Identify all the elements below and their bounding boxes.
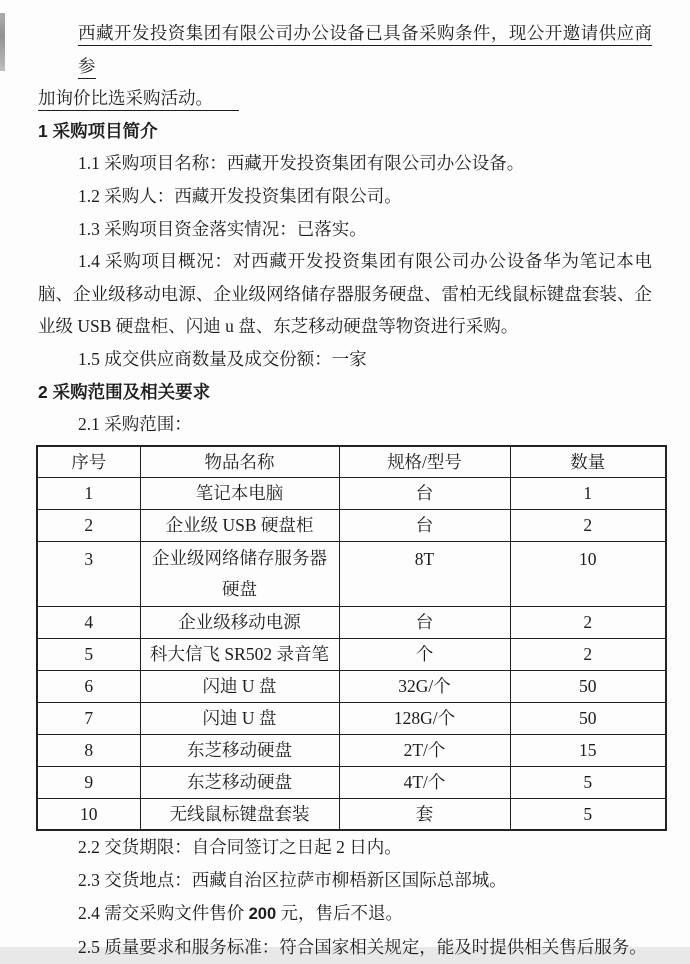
cell-spec: 2T/个 bbox=[339, 734, 510, 766]
table-row bbox=[37, 638, 666, 670]
cell-item: 企业级移动电源 bbox=[140, 606, 339, 638]
scan-artifact bbox=[0, 13, 5, 71]
cell-serial: 5 bbox=[37, 638, 140, 670]
procurement-scope-table bbox=[36, 445, 667, 832]
cell-item: 企业级 USB 硬盘柜 bbox=[140, 509, 339, 541]
cell-quantity: 15 bbox=[510, 734, 666, 766]
intro-line-2-text: 加询价比选采购活动。 bbox=[38, 88, 239, 111]
item-1-2: 1.2 采购人：西藏开发投资集团有限公司。 bbox=[78, 185, 402, 206]
item-1-4-line-2: 脑、企业级移动电源、企业级网络储存器服务硬盘、雷柏无线鼠标键盘套装、企 bbox=[38, 283, 652, 304]
item-1-3: 1.3 采购项目资金落实情况：已落实。 bbox=[78, 218, 367, 239]
item-1-4-line-3: 业级 USB 硬盘柜、闪迪 u 盘、东芝移动硬盘等物资进行采购。 bbox=[38, 316, 519, 337]
cell-item: 无线鼠标键盘套装 bbox=[140, 798, 339, 830]
cell-spec: 台 bbox=[339, 509, 510, 541]
cell-spec: 4T/个 bbox=[339, 766, 510, 798]
cell-quantity: 1 bbox=[510, 477, 666, 509]
cell-serial: 8 bbox=[37, 734, 140, 766]
item-2-2: 2.2 交货期限：自合同签订之日起 2 日内。 bbox=[78, 837, 402, 858]
cell-spec: 个 bbox=[339, 638, 510, 670]
cell-spec: 128G/个 bbox=[339, 702, 510, 734]
cell-item: 东芝移动硬盘 bbox=[140, 734, 339, 766]
col-header-quantity: 数量 bbox=[510, 446, 666, 478]
intro-line-1 bbox=[38, 17, 652, 82]
item-1-5: 1.5 成交供应商数量及成交份额：一家 bbox=[78, 348, 367, 369]
table-header-row bbox=[37, 446, 666, 478]
cell-spec: 台 bbox=[339, 477, 510, 509]
item-2-4 bbox=[38, 897, 652, 931]
table-row bbox=[37, 798, 666, 830]
item-2-5: 2.5 质量要求和服务标准：符合国家相关规定，能及时提供相关售后服务。 bbox=[78, 937, 647, 958]
section2-heading: 2 采购范围及相关要求 bbox=[38, 381, 211, 402]
table-row bbox=[37, 702, 666, 734]
intro-line-1-text: 西藏开发投资集团有限公司办公设备已具备采购条件，现公开邀请供应商参 bbox=[78, 23, 652, 79]
item-2-4-price: 200 bbox=[248, 905, 277, 924]
table-row bbox=[37, 670, 666, 702]
table-row bbox=[37, 541, 666, 606]
cell-serial: 3 bbox=[37, 541, 140, 606]
cell-quantity: 50 bbox=[510, 670, 666, 702]
section1-heading: 1 采购项目简介 bbox=[38, 120, 158, 141]
cell-item bbox=[140, 541, 339, 606]
col-header-item: 物品名称 bbox=[140, 446, 339, 478]
cell-serial: 2 bbox=[37, 509, 140, 541]
intro-line-2 bbox=[38, 82, 652, 115]
cell-serial: 4 bbox=[37, 606, 140, 638]
cell-quantity: 2 bbox=[510, 606, 666, 638]
item-2-1: 2.1 采购范围： bbox=[78, 414, 192, 435]
table-row bbox=[37, 509, 666, 541]
col-header-spec: 规格/型号 bbox=[339, 446, 510, 478]
item-2-4-prefix: 2.4 需交采购文件售价 bbox=[78, 903, 249, 924]
cell-quantity: 5 bbox=[510, 798, 666, 830]
table-row bbox=[37, 477, 666, 509]
table-row bbox=[37, 766, 666, 798]
cell-item: 东芝移动硬盘 bbox=[140, 766, 339, 798]
cell-spec: 套 bbox=[339, 798, 510, 830]
item-2-4-suffix: 元，售后不退。 bbox=[276, 903, 404, 924]
cell-item: 科大信飞 SR502 录音笔 bbox=[140, 638, 339, 670]
cell-serial: 6 bbox=[37, 670, 140, 702]
table-row bbox=[37, 606, 666, 638]
cell-serial: 1 bbox=[37, 477, 140, 509]
item-2-3: 2.3 交货地点：西藏自治区拉萨市柳梧新区国际总部城。 bbox=[78, 870, 507, 891]
table-row bbox=[37, 734, 666, 766]
cell-spec: 32G/个 bbox=[339, 670, 510, 702]
cell-spec: 台 bbox=[339, 606, 510, 638]
cell-quantity: 5 bbox=[510, 766, 666, 798]
cell-item: 笔记本电脑 bbox=[140, 477, 339, 509]
cell-quantity: 50 bbox=[510, 702, 666, 734]
cell-quantity: 2 bbox=[510, 638, 666, 670]
cell-item: 闪迪 U 盘 bbox=[140, 670, 339, 702]
cell-spec: 8T bbox=[339, 541, 510, 606]
col-header-serial: 序号 bbox=[37, 446, 140, 478]
cell-item-text: 企业级网络储存服务器硬盘 bbox=[152, 547, 327, 599]
item-1-4-line-1: 1.4 采购项目概况：对西藏开发投资集团有限公司办公设备华为笔记本电 bbox=[78, 251, 652, 272]
cell-quantity: 10 bbox=[510, 541, 666, 606]
cell-serial: 9 bbox=[37, 766, 140, 798]
item-1-1: 1.1 采购项目名称：西藏开发投资集团有限公司办公设备。 bbox=[78, 153, 525, 174]
cell-serial: 10 bbox=[37, 798, 140, 830]
cell-quantity: 2 bbox=[510, 509, 666, 541]
cell-serial: 7 bbox=[37, 702, 140, 734]
cell-item: 闪迪 U 盘 bbox=[140, 702, 339, 734]
